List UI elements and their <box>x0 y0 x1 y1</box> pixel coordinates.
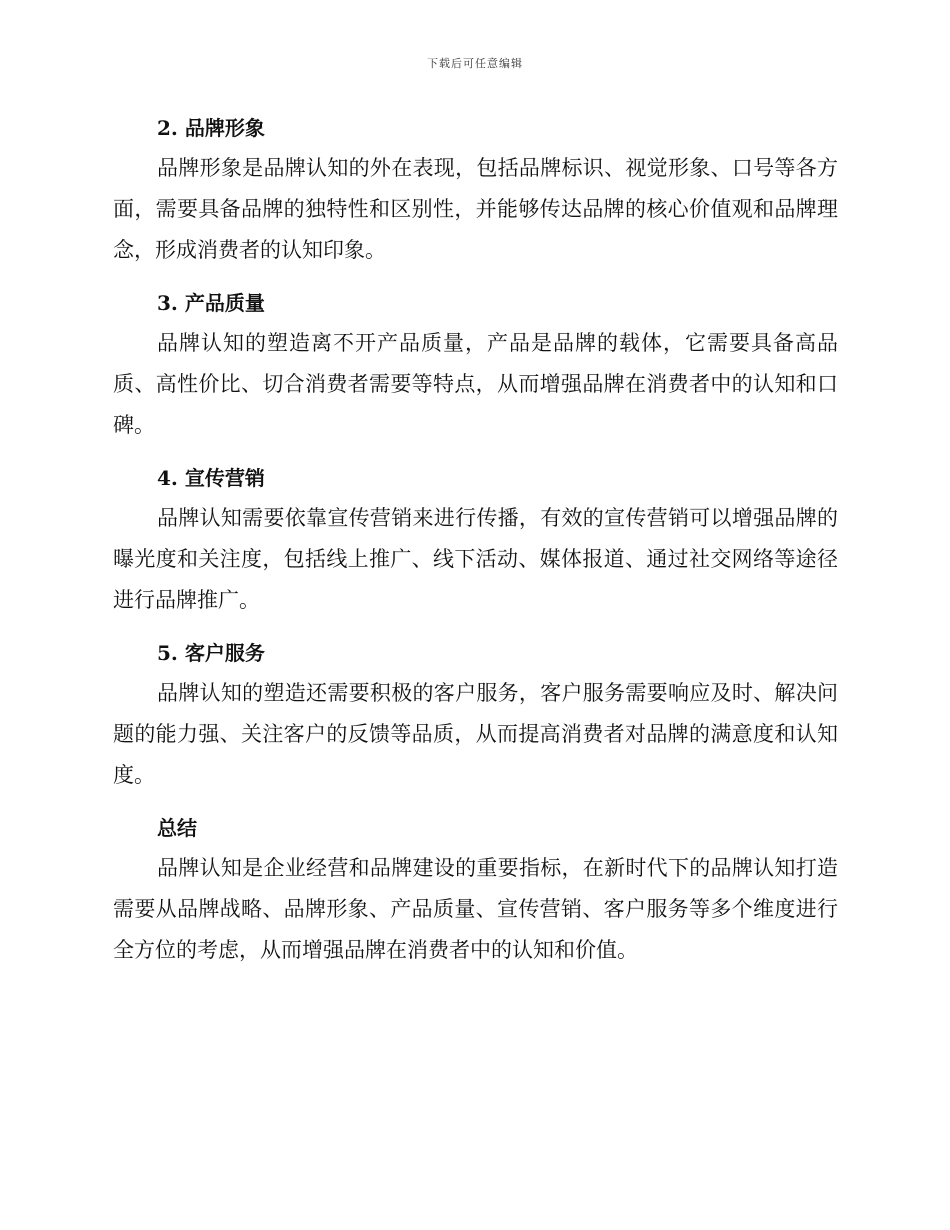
section-paragraph: 品牌认知是企业经营和品牌建设的重要指标，在新时代下的品牌认知打造需要从品牌战略、品牌形象、产品质量、宣传营销、客户服务等多个维度进行全方位的考虑，从而增强品牌在消费者中的认知和价值。 <box>113 856 838 962</box>
section-summary <box>113 808 838 971</box>
section-paragraph: 品牌认知需要依靠宣传营销来进行传播，有效的宣传营销可以增强品牌的曝光度和关注度，包括线上推广、线下活动、媒体报道、通过社交网络等途径进行品牌推广。 <box>113 506 838 612</box>
section-product-quality <box>113 283 838 446</box>
section-paragraph: 品牌认知的塑造离不开产品质量，产品是品牌的载体，它需要具备高品质、高性价比、切合消费者需要等特点，从而增强品牌在消费者中的认知和口碑。 <box>113 331 838 437</box>
section-heading: 2. 品牌形象 <box>157 116 265 140</box>
section-marketing <box>113 458 838 621</box>
section-paragraph: 品牌认知的塑造还需要积极的客户服务，客户服务需要响应及时、解决问题的能力强、关注客户的反馈等品质，从而提高消费者对品牌的满意度和认知度。 <box>113 681 838 787</box>
document-body <box>113 108 838 983</box>
page-header: 下载后可任意编辑 <box>427 57 523 70</box>
section-heading: 4. 宣传营销 <box>157 466 265 490</box>
section-heading: 5. 客户服务 <box>157 641 265 665</box>
section-brand-image <box>113 108 838 271</box>
section-paragraph: 品牌形象是品牌认知的外在表现，包括品牌标识、视觉形象、口号等各方面，需要具备品牌的独特性和区别性，并能够传达品牌的核心价值观和品牌理念，形成消费者的认知印象。 <box>113 156 838 262</box>
section-customer-service <box>113 633 838 796</box>
section-heading: 3. 产品质量 <box>157 291 265 315</box>
section-heading: 总结 <box>157 816 197 840</box>
